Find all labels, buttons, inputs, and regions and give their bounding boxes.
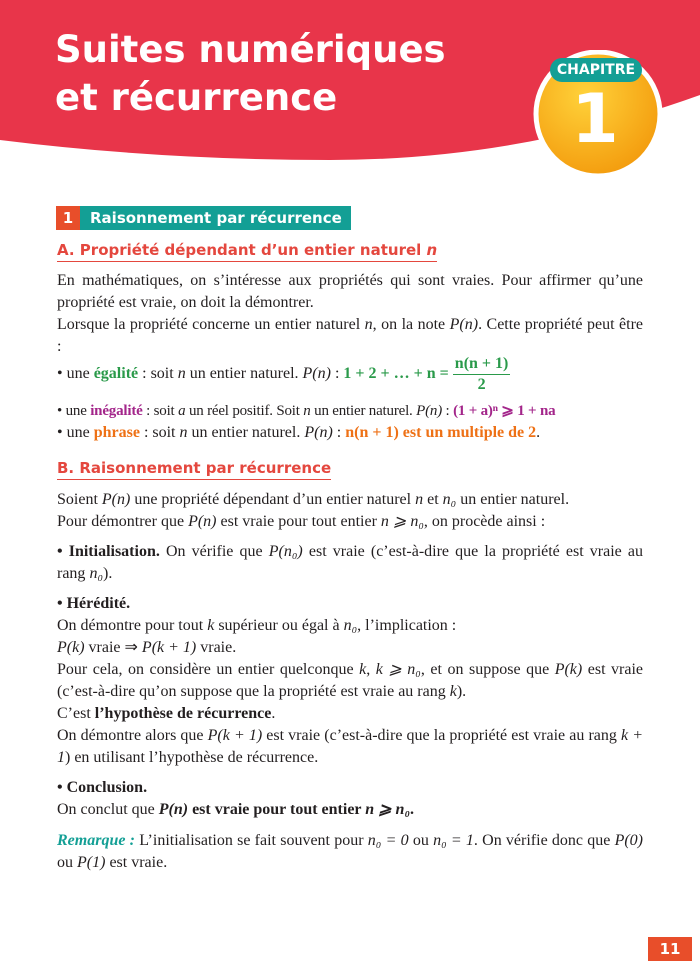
remark-paragraph: Remarque : L’initialisation se fait souvent pour n₀ = 0 ou n₀ = 1. On vérifie donc que P(0) ou P(1) est vraie. xyxy=(57,832,644,871)
subheading-a: A. Propriété dépendant d’un entier naturel n xyxy=(57,240,437,262)
chapter-title: Suites numériques et récurrence xyxy=(55,28,446,119)
intro-paragraph: En mathématiques, on s’intéresse aux propriétés qui sont vraies. Pour affirmer qu’une propriété est vraie, on doit la démontrer. xyxy=(57,272,643,311)
heredite-hypothesis: C’est l’hypothèse de récurrence. xyxy=(57,705,276,722)
conclusion-title: • Conclusion. xyxy=(57,779,148,796)
fraction: $\frac{n(n + 1)}{2}$ xyxy=(454,355,509,393)
heredite-line5: On démontre alors que P(k + 1) est vraie (c’est-à-dire que la propriété est vraie au rang k + 1) en utilisant l’hypothèse de récurrence. xyxy=(57,727,644,766)
intro-b-line1: Soient P(n) une propriété dépendant d’un entier naturel n et n₀ un entier naturel. xyxy=(57,491,570,508)
bullet-inegalite: • une inégalité : soit a un réel positif. Soit n un entier naturel. P(n) : (1 + a)ⁿ ⩾ 1 + na xyxy=(57,403,556,419)
notation-paragraph: Lorsque la propriété concerne un entier naturel n, on la note P(n). Cette propriété peut être : xyxy=(57,316,643,355)
heredite-title: • Hérédité. xyxy=(57,595,131,612)
chapter-number: 1 xyxy=(571,80,619,159)
chapter-header xyxy=(0,0,700,190)
bullet-phrase: • une phrase : soit n un entier naturel. P(n) : n(n + 1) est un multiple de 2. xyxy=(57,424,541,441)
initialisation-paragraph: • Initialisation. On vérifie que P(n₀) est vraie (c’est-à-dire que la propriété est vraie au rang n₀). xyxy=(57,543,643,582)
section-heading xyxy=(56,206,351,230)
bullet-egalite: • une égalité : soit n un entier naturel. P(n) : 1 + 2 + … + n = $\frac{n(n + 1)}{2}$ xyxy=(57,355,509,393)
intro-b-line2: Pour démontrer que P(n) est vraie pour tout entier n ⩾ n₀, on procède ainsi : xyxy=(57,513,546,530)
heredite-line1: On démontre pour tout k supérieur ou égal à n₀, l’implication : xyxy=(57,617,457,634)
heredite-implication: P(k) vraie ⇒ P(k + 1) vraie. xyxy=(57,639,237,656)
section-title: Raisonnement par récurrence xyxy=(80,206,351,230)
heredite-line3: Pour cela, on considère un entier quelconque k, k ⩾ n₀, et on suppose que P(k) est vraie (c’est-à-dire qu’on suppose que la propriété est vraie au rang k). xyxy=(57,661,644,700)
section-number: 1 xyxy=(56,206,80,230)
conclusion-line: On conclut que P(n) est vraie pour tout entier n ⩾ n₀. xyxy=(57,801,415,818)
chapter-label: CHAPITRE xyxy=(550,58,642,82)
subheading-b: B. Raisonnement par récurrence xyxy=(57,458,331,480)
page-number: 11 xyxy=(648,937,692,961)
